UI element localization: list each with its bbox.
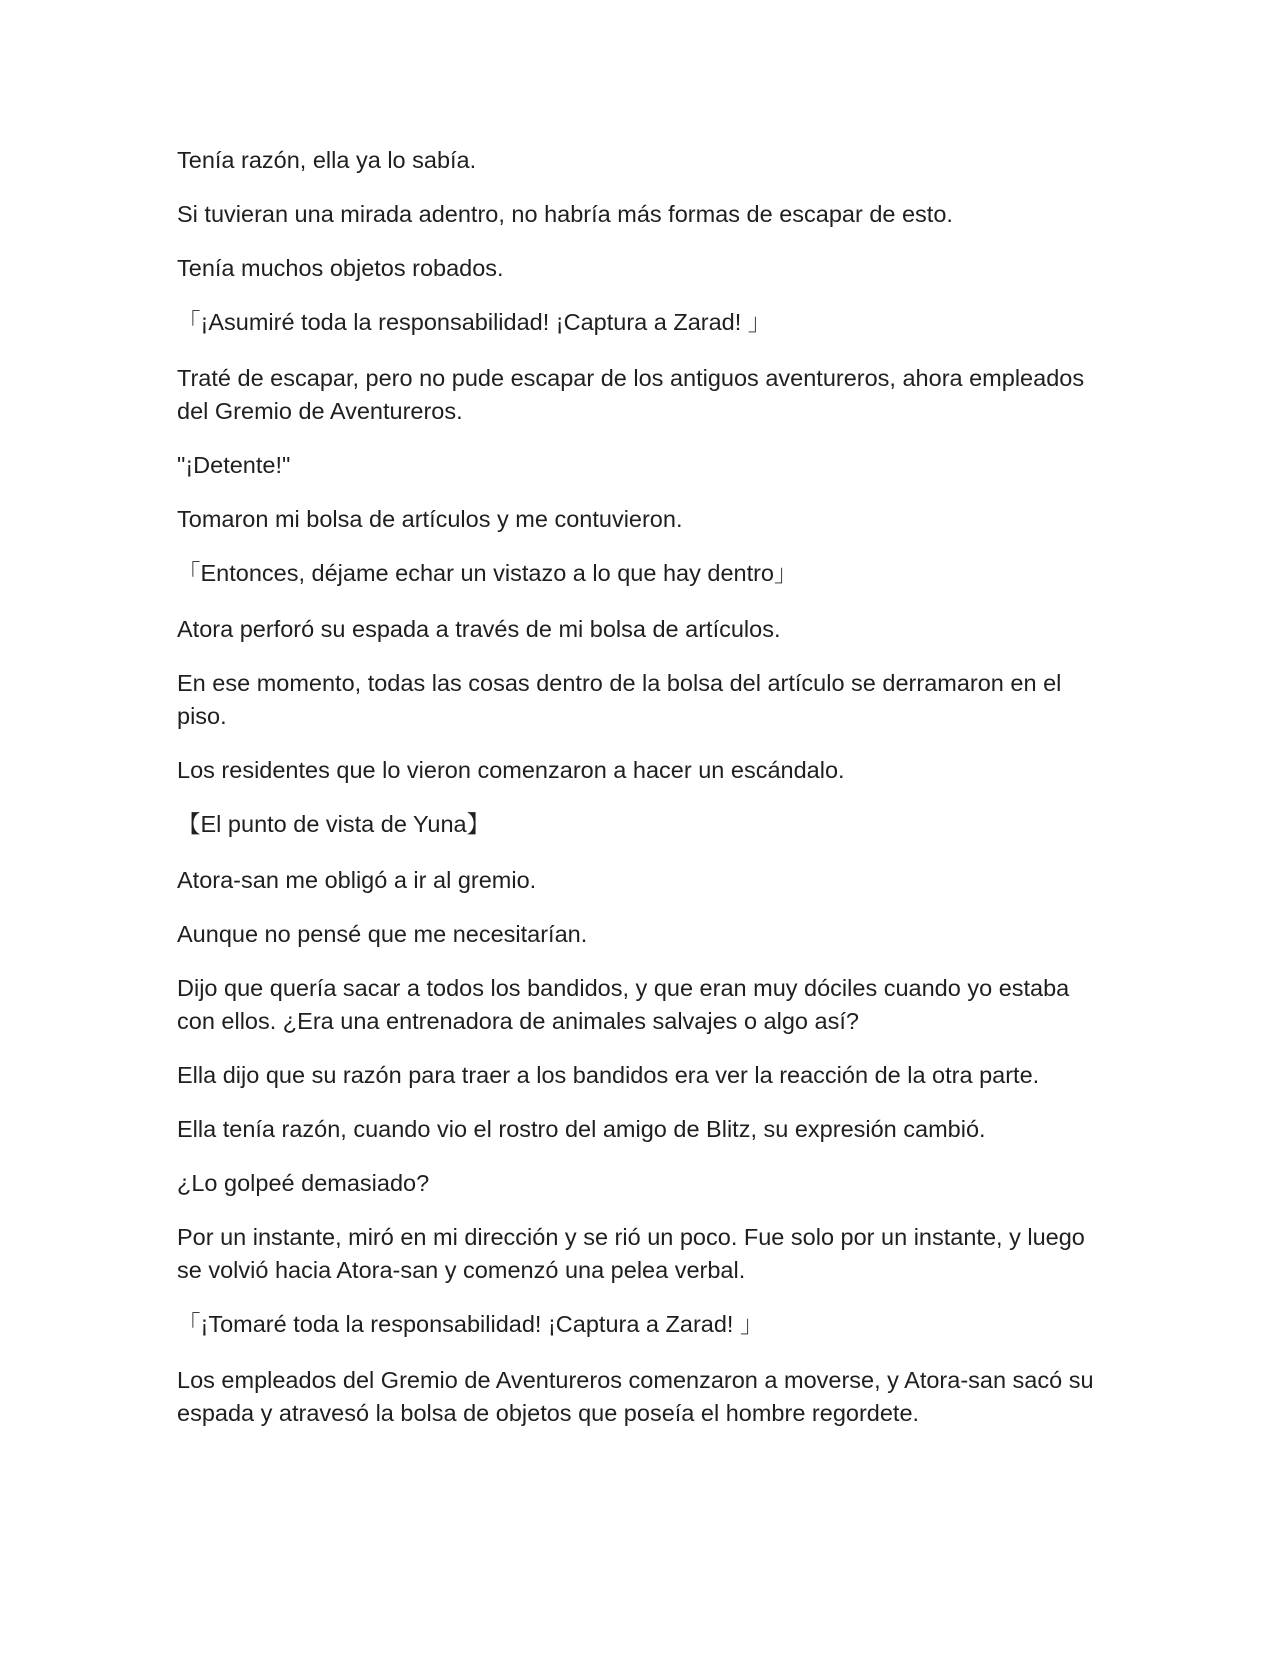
paragraph: Si tuvieran una mirada adentro, no habría más formas de escapar de esto. [177,201,953,227]
paragraph: Tomaron mi bolsa de artículos y me contuvieron. [177,506,683,532]
paragraph: Tenía razón, ella ya lo sabía. [177,147,477,173]
paragraph: En ese momento, todas las cosas dentro de la bolsa del artículo se derramaron en el piso. [177,670,1062,729]
paragraph: Por un instante, miró en mi dirección y se rió un poco. Fue solo por un instante, y luego se volvió hacia Atora-san y comenzó una pelea verbal. [177,1224,1085,1283]
paragraph: ¿Lo golpeé demasiado? [177,1170,430,1196]
paragraph: Dijo que quería sacar a todos los bandidos, y que eran muy dóciles cuando yo estaba con ellos. ¿Era una entrenadora de animales salvajes o algo así? [177,975,1070,1034]
paragraph: "¡Detente!" [177,452,291,478]
dialogue-line: 「¡Tomaré toda la responsabilidad! ¡Captura a Zarad! 」 [177,1311,764,1337]
paragraph: Atora perforó su espada a través de mi bolsa de artículos. [177,616,781,642]
paragraph: Atora-san me obligó a ir al gremio. [177,867,537,893]
section-heading: 【El punto de vista de Yuna】 [177,811,491,837]
paragraph: Ella tenía razón, cuando vio el rostro del amigo de Blitz, su expresión cambió. [177,1116,986,1142]
paragraph: Los empleados del Gremio de Aventureros comenzaron a moverse, y Atora-san sacó su espada y atravesó la bolsa de objetos que poseía el hombre regordete. [177,1367,1094,1426]
paragraph: Traté de escapar, pero no pude escapar de los antiguos aventureros, ahora empleados del Gremio de Aventureros. [177,365,1085,424]
paragraph: Ella dijo que su razón para traer a los bandidos era ver la reacción de la otra parte. [177,1062,1040,1088]
dialogue-line: 「Entonces, déjame echar un vistazo a lo que hay dentro」 [177,560,798,586]
paragraph: Aunque no pensé que me necesitarían. [177,921,588,947]
dialogue-line: 「¡Asumiré toda la responsabilidad! ¡Captura a Zarad! 」 [177,309,772,335]
paragraph: Los residentes que lo vieron comenzaron a hacer un escándalo. [177,757,845,783]
document-body [177,144,1107,1451]
paragraph: Tenía muchos objetos robados. [177,255,504,281]
